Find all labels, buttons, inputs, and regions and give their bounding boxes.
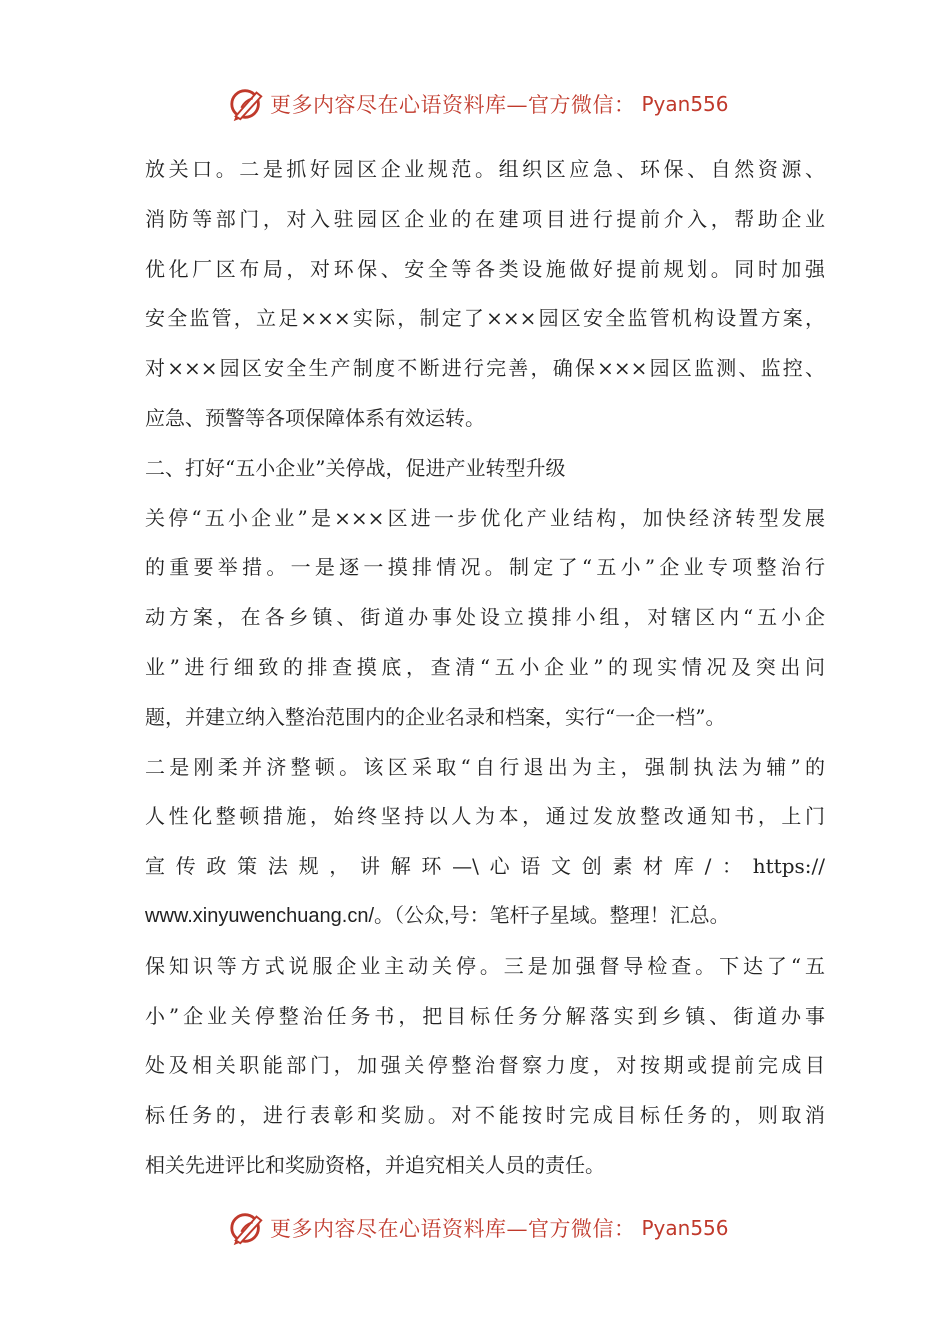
body-line: 题，并建立纳入整治范围内的企业名录和档案，实行“一企一档”。 <box>145 704 726 729</box>
body-line: 放关口。二是抓好园区企业规范。组织区应急、环保、自然资源、 <box>145 157 825 181</box>
banner-wechat-id: Pyan556 <box>641 92 729 116</box>
body-line: 人性化整顿措施，始终坚持以人为本，通过发放整改通知书，上门 <box>145 804 825 829</box>
body-line: 业”进行细致的排查摸底，查清“五小企业”的现实情况及突出问 <box>145 654 825 679</box>
body-line: 消防等部门，对入驻园区企业的在建项目进行提前介入，帮助企业 <box>145 206 825 231</box>
pen-logo-icon <box>228 85 266 123</box>
body-line: 宣传政策法规，讲解环—\心语文创素材库/：https:// <box>145 854 825 879</box>
body-line: 二是刚柔并济整顿。该区采取“自行退出为主，强制执法为辅”的 <box>145 754 825 779</box>
banner-wechat-id: Pyan556 <box>641 1216 729 1240</box>
body-line: 动方案，在各乡镇、街道办事处设立摸排小组，对辖区内“五小企 <box>145 605 825 630</box>
body-line: 的重要举措。一是逐一摸排情况。制定了“五小”企业专项整治行 <box>145 555 825 580</box>
document-body <box>145 145 825 1191</box>
banner-text: 更多内容尽在心语资料库—官方微信： <box>270 1217 636 1241</box>
body-line: 安全监管，立足×××实际，制定了×××园区安全监管机构设置方案， <box>145 306 825 331</box>
body-line: 应急、预警等各项保障体系有效运转。 <box>145 405 485 430</box>
footer-watermark-banner <box>228 1208 729 1248</box>
body-line: 保知识等方式说服企业主动关停。三是加强督导检查。下达了“五 <box>145 953 825 978</box>
body-line: 关停“五小企业”是×××区进一步优化产业结构，加快经济转型发展 <box>145 505 825 530</box>
header-watermark-banner <box>228 84 729 124</box>
section-heading: 二、打好“五小企业”关停战，促进产业转型升级 <box>145 455 566 480</box>
pen-logo-icon <box>228 1209 266 1247</box>
banner-text: 更多内容尽在心语资料库—官方微信： <box>270 93 636 117</box>
body-line: 对×××园区安全生产制度不断进行完善，确保×××园区监测、监控、 <box>145 356 825 381</box>
body-line: 优化厂区布局，对环保、安全等各类设施做好提前规划。同时加强 <box>145 256 825 281</box>
body-line: 标任务的，进行表彰和奖励。对不能按时完成目标任务的，则取消 <box>145 1103 825 1128</box>
body-line: 小”企业关停整治任务书，把目标任务分解落实到乡镇、街道办事 <box>145 1003 825 1028</box>
body-line: 相关先进评比和奖励资格，并追究相关人员的责任。 <box>145 1152 605 1177</box>
body-line: 处及相关职能部门，加强关停整治督察力度，对按期或提前完成目 <box>145 1053 825 1078</box>
body-line-url: www.xinyuwenchuang.cn/。（公众,号：笔杆子星域。整理！汇总。 <box>145 904 730 927</box>
